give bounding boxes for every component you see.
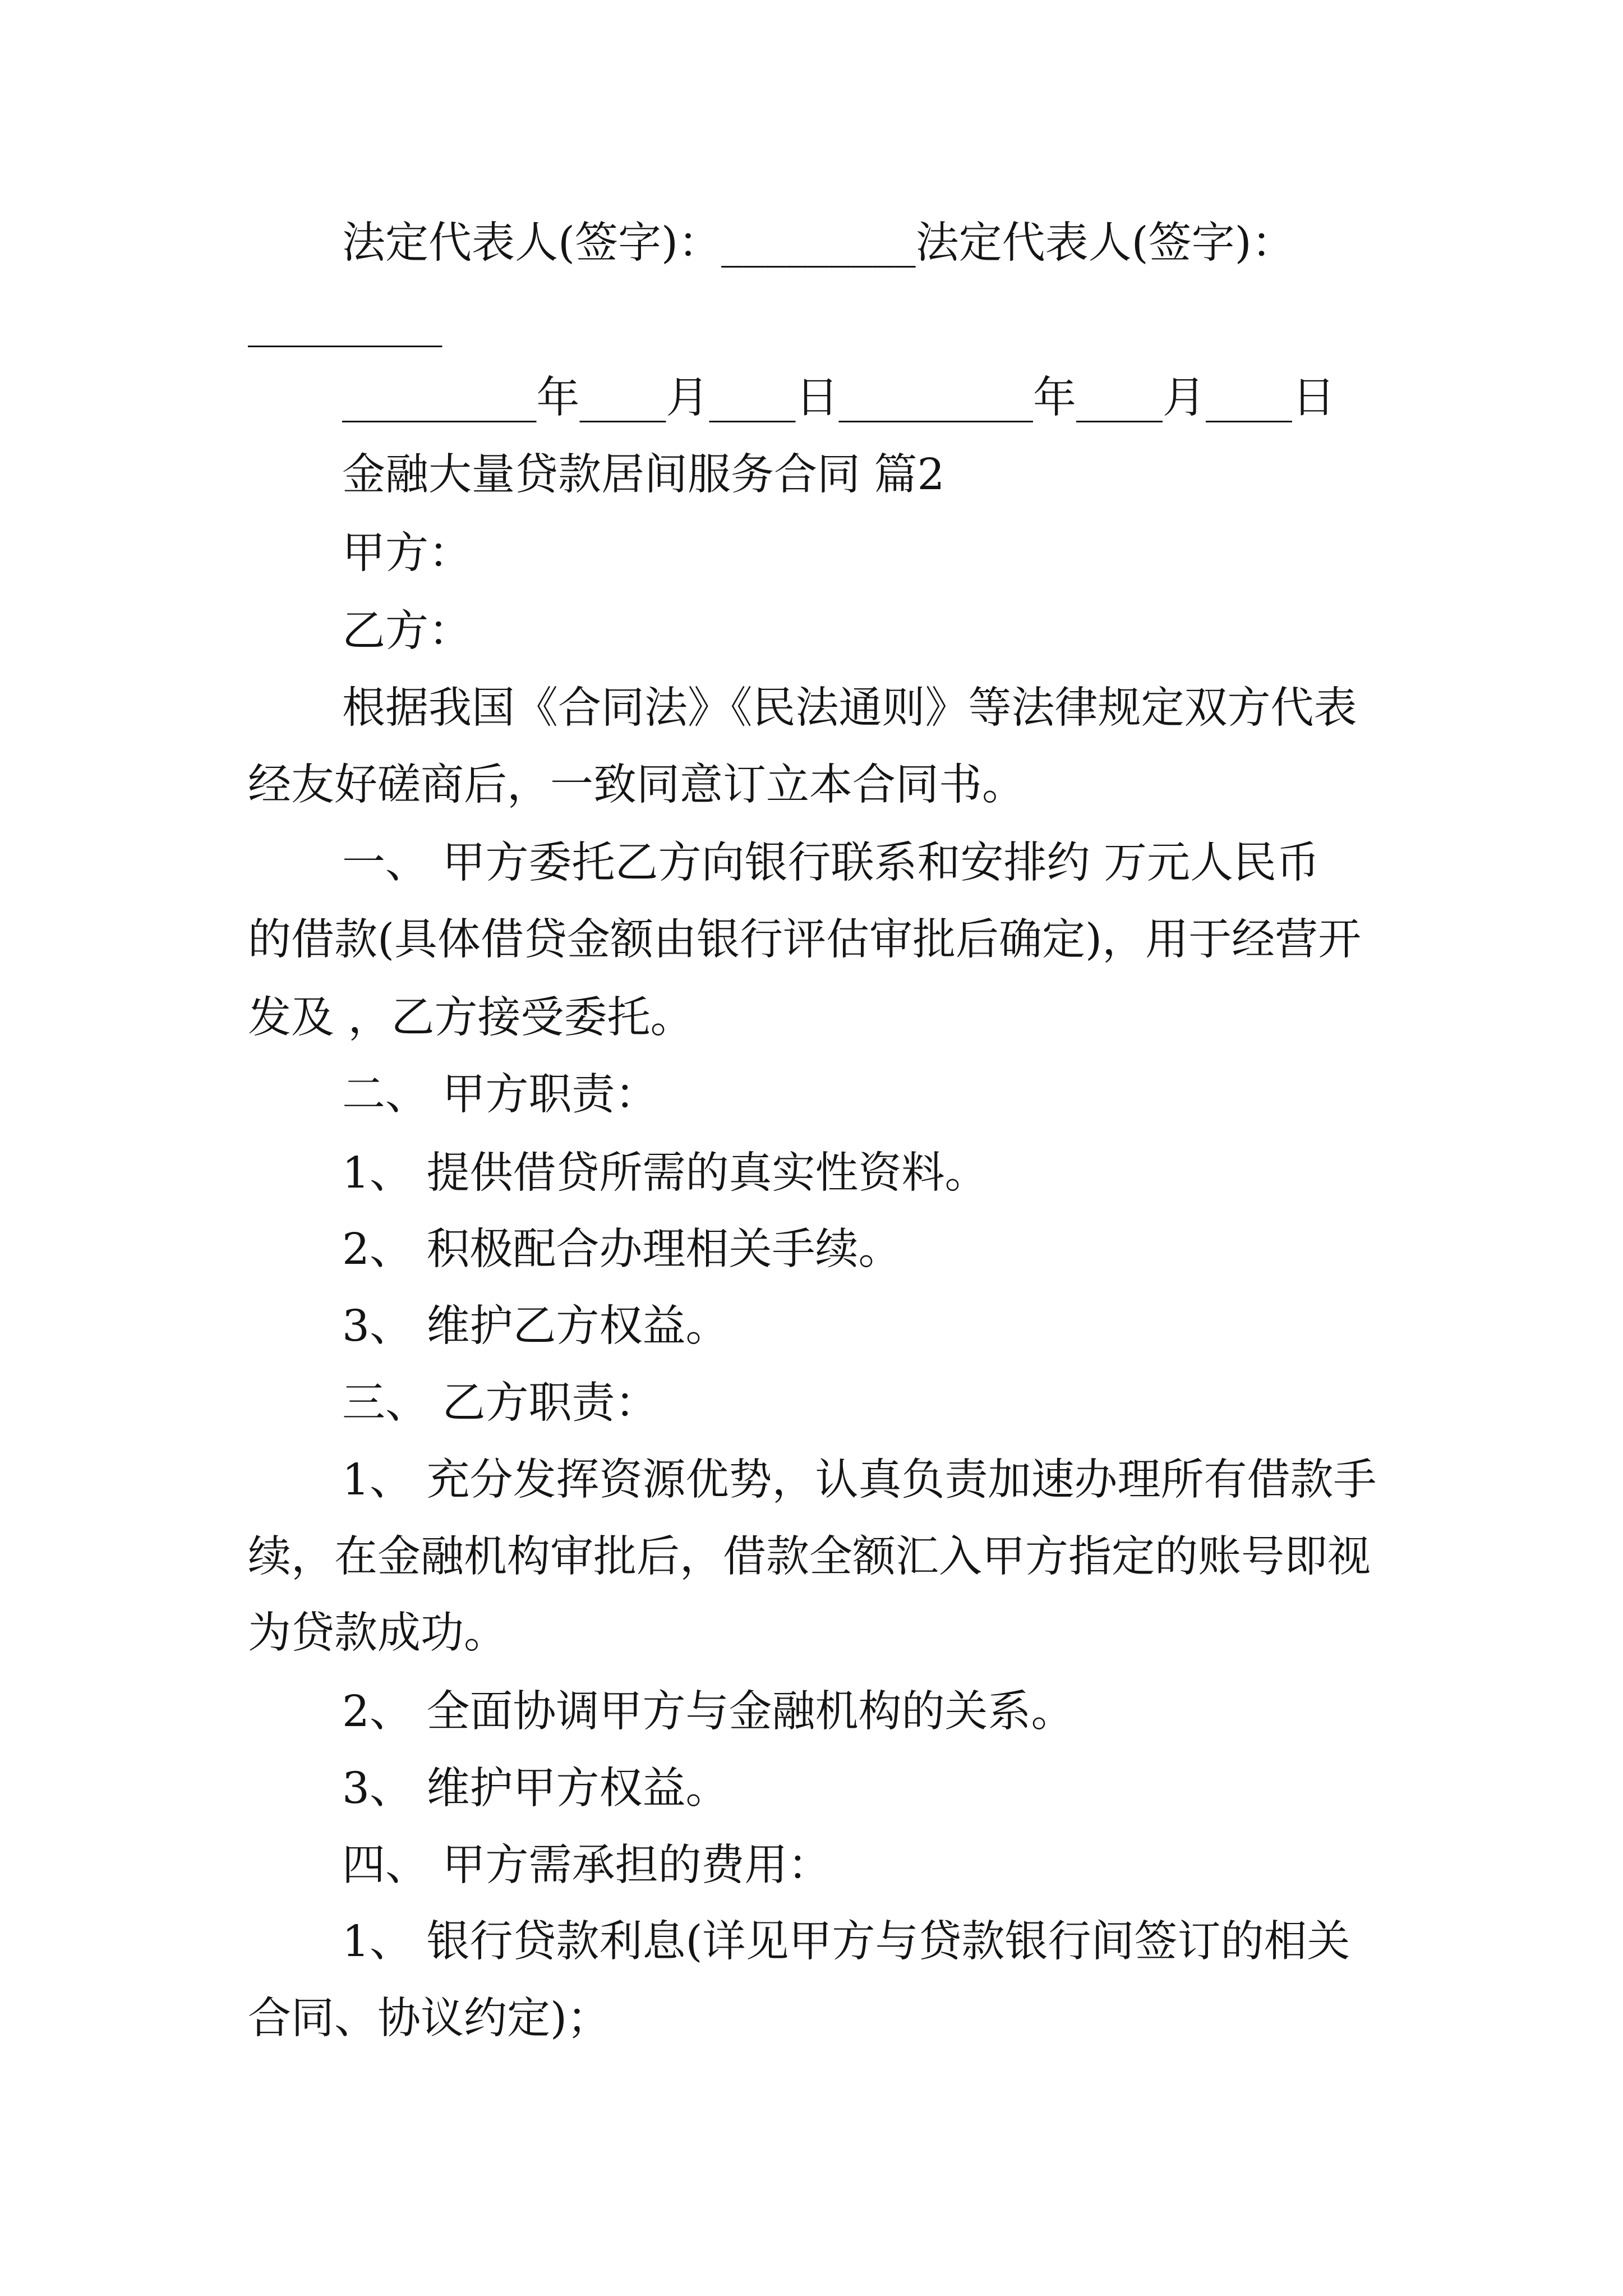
signature-representatives-line: 法定代表人(签字)：_________法定代表人(签字)：	[342, 218, 1295, 268]
party-a-label: 甲方：	[342, 528, 472, 578]
clause-3-item: 2、 全面协调甲方与金融机构的关系。	[342, 1687, 1075, 1737]
preamble-line: 根据我国《合同法》《民法通则》等法律规定双方代表	[342, 683, 1357, 733]
clause-3-item-continuation: 续，在金融机构审批后，借款全额汇入甲方指定的账号即视	[248, 1532, 1371, 1582]
clause-1-line: 一、 甲方委托乙方向银行联系和安排约 万元人民币	[342, 838, 1320, 888]
clause-2-item: 2、 积极配合办理相关手续。	[342, 1225, 902, 1274]
signature-blank-line: _________	[248, 298, 442, 348]
clause-2-heading: 二、 甲方职责：	[342, 1070, 658, 1120]
clause-4-item-continuation: 合同、协议约定)；	[248, 1994, 611, 2044]
section-title: 金融大量贷款居间服务合同 篇2	[342, 450, 945, 500]
preamble-line: 经友好磋商后，一致同意订立本合同书。	[248, 760, 1025, 810]
clause-2-item: 3、 维护乙方权益。	[342, 1301, 729, 1351]
clause-1-line: 的借款(具体借贷金额由银行评估审批后确定)，用于经营开	[248, 915, 1362, 965]
signature-date-line: _________年____月____日_________年____月____日	[342, 373, 1335, 423]
clause-4-heading: 四、 甲方需承担的费用：	[342, 1841, 831, 1890]
party-b-label: 乙方：	[342, 606, 472, 656]
clause-1-line: 发及 ，乙方接受委托。	[248, 993, 694, 1043]
clause-3-item: 3、 维护甲方权益。	[342, 1764, 729, 1814]
clause-3-item-continuation: 为贷款成功。	[248, 1608, 507, 1658]
clause-3-heading: 三、 乙方职责：	[342, 1378, 658, 1428]
clause-3-item: 1、 充分发挥资源优势，认真负责加速办理所有借款手	[342, 1455, 1377, 1505]
clause-4-item: 1、 银行贷款利息(详见甲方与贷款银行间签订的相关	[342, 1917, 1350, 1967]
clause-2-item: 1、 提供借贷所需的真实性资料。	[342, 1148, 988, 1198]
